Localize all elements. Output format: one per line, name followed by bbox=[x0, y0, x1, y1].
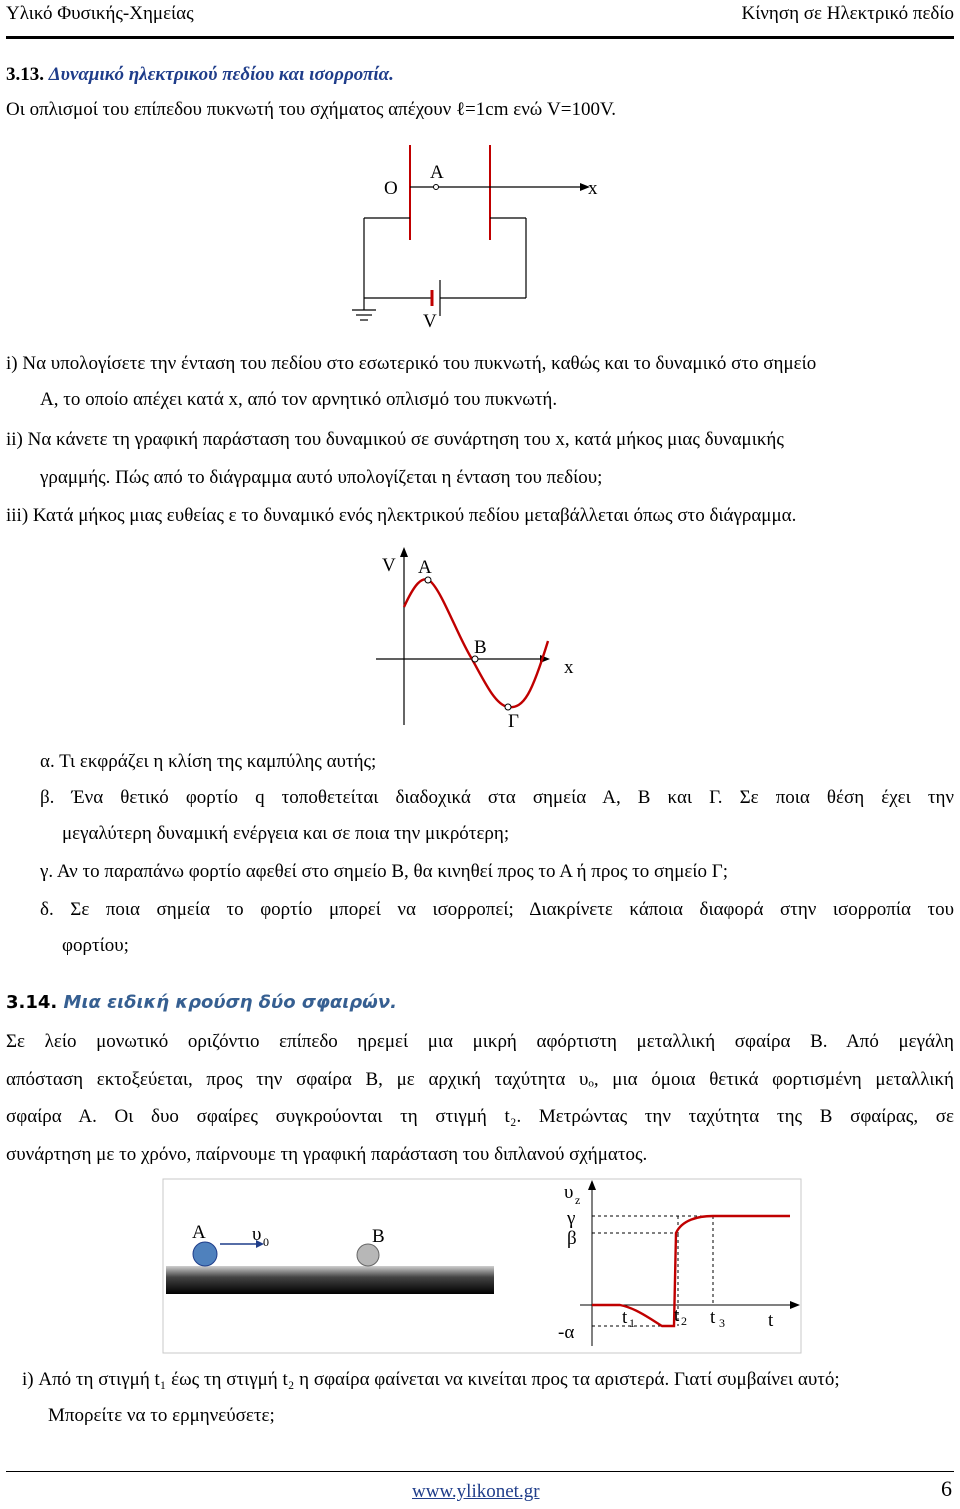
fig3-label-t3-sub: 3 bbox=[719, 1316, 725, 1330]
footer-rule bbox=[6, 1471, 954, 1472]
fig1-label-v: V bbox=[423, 311, 437, 332]
capacitor-circuit-figure bbox=[340, 140, 620, 340]
fig1-label-a: A bbox=[430, 162, 444, 183]
fig3-label-t2-sub: 2 bbox=[681, 1314, 687, 1328]
fig3-label-u: υ bbox=[564, 1182, 574, 1203]
fig2-label-v: V bbox=[382, 555, 396, 576]
q313-b-line1: β. Ένα θετικό φορτίο q τοποθετείται διαδοχικά στα σημεία Α, Β και Γ. Σε ποια θέση έχει την bbox=[40, 787, 954, 808]
problem-314-number: 3.14. bbox=[6, 992, 58, 1013]
footer-link[interactable]: www.ylikonet.gr bbox=[412, 1481, 540, 1502]
problem-313-number: 3.13. bbox=[6, 64, 44, 85]
fig2-label-a: A bbox=[418, 557, 432, 578]
q313-d-line1: δ. Σε ποια σημεία το φορτίο μπορεί να ισορροπεί; Διακρίνετε κάποια διαφορά στην ισορροπία του bbox=[40, 899, 954, 920]
potential-curve-figure bbox=[370, 545, 600, 735]
page-number: 6 bbox=[941, 1476, 952, 1501]
q314-i-line1: i) Από τη στιγμή t₁ έως τη στιγμή t₂ η σφαίρα φαίνεται να κινείται προς τα αριστερά. Γιατί συμβαίνει αυτό; bbox=[22, 1369, 840, 1390]
fig1-label-o: O bbox=[384, 178, 398, 199]
p314-line1: Σε λείο μονωτικό οριζόντιο επίπεδο ηρεμεί μια μικρή αφόρτιστη μεταλλική σφαίρα Β. Από μεγάλη bbox=[6, 1031, 954, 1052]
q313-a: α. Τι εκφράζει η κλίση της καμπύλης αυτής; bbox=[40, 751, 377, 772]
q313-ii-line2: γραμμής. Πώς από το διάγραμμα αυτό υπολογίζεται η ένταση του πεδίου; bbox=[40, 467, 603, 488]
problem-313-heading bbox=[6, 64, 394, 86]
problem-313-intro: Οι οπλισμοί του επίπεδου πυκνωτή του σχήματος απέχουν ℓ=1cm ενώ V=100V. bbox=[6, 99, 617, 120]
header-right: Κίνηση σε Ηλεκτρικό πεδίο bbox=[741, 3, 954, 24]
fig3-label-t1-sub: 1 bbox=[629, 1316, 635, 1330]
fig3-label-t2: t bbox=[674, 1305, 680, 1326]
fig3-label-t3: t bbox=[710, 1307, 716, 1328]
fig2-label-x: x bbox=[564, 657, 574, 678]
fig2-label-gamma: Γ bbox=[508, 711, 519, 732]
q313-i-line2: Α, το οποίο απέχει κατά x, από τον αρνητικό οπλισμό του πυκνωτή. bbox=[40, 389, 558, 410]
q313-iii: iii) Κατά μήκος μιας ευθείας ε το δυναμικό ενός ηλεκτρικού πεδίου μεταβάλλεται όπως στο διάγραμμα. bbox=[6, 505, 797, 526]
fig3-label-neg-alpha: -α bbox=[558, 1322, 575, 1343]
p314-line4: συνάρτηση με το χρόνο, παίρνουμε τη γραφική παράσταση του διπλανού σχήματος. bbox=[6, 1144, 648, 1165]
fig3-label-b: B bbox=[372, 1226, 385, 1247]
fig2-label-b: B bbox=[474, 637, 487, 658]
q313-i-line1: i) Να υπολογίσετε την ένταση του πεδίου στο εσωτερικό του πυκνωτή, καθώς και το δυναμικό στο σημείο bbox=[6, 353, 817, 374]
fig3-label-u-sub: z bbox=[575, 1193, 581, 1207]
fig3-label-t: t bbox=[768, 1310, 774, 1331]
fig3-label-a: A bbox=[192, 1222, 206, 1243]
fig3-label-gamma: γ bbox=[567, 1208, 576, 1229]
problem-314-title: Μια ειδική κρούση δύο σφαιρών. bbox=[63, 992, 397, 1013]
p314-line3: σφαίρα Α. Οι δυο σφαίρες συγκρούονται τη στιγμή t₂. Μετρώντας την ταχύτητα της Β σφαίρας, σε bbox=[6, 1106, 954, 1127]
fig3-label-beta: β bbox=[567, 1228, 577, 1249]
header-left: Υλικό Φυσικής-Χημείας bbox=[6, 3, 194, 24]
fig3-label-t1: t bbox=[622, 1307, 628, 1328]
collision-figure bbox=[162, 1178, 802, 1354]
q314-i-line2: Μπορείτε να το ερμηνεύσετε; bbox=[48, 1405, 275, 1426]
fig3-label-u0: υ bbox=[252, 1224, 262, 1245]
q313-d-line2: φορτίου; bbox=[62, 935, 129, 956]
q313-g: γ. Αν το παραπάνω φορτίο αφεθεί στο σημείο Β, θα κινηθεί προς το Α ή προς το σημείο Γ; bbox=[40, 861, 729, 882]
q313-b-line2: μεγαλύτερη δυναμική ενέργεια και σε ποια την μικρότερη; bbox=[62, 823, 510, 844]
q313-ii-line1: ii) Να κάνετε τη γραφική παράσταση του δυναμικού σε συνάρτηση του x, κατά μήκος μιας δυναμικής bbox=[6, 429, 784, 450]
fig1-label-x: x bbox=[588, 178, 598, 199]
header-rule bbox=[6, 36, 954, 39]
problem-314-heading bbox=[6, 992, 397, 1013]
p314-line2: απόσταση εκτοξεύεται, προς την σφαίρα Β, με αρχική ταχύτητα υₒ, μια όμοια θετικά φορτισμένη μεταλλική bbox=[6, 1069, 954, 1090]
problem-313-title: Δυναμικό ηλεκτρικού πεδίου και ισορροπία. bbox=[48, 64, 394, 85]
fig3-label-u0-sub: 0 bbox=[263, 1235, 269, 1249]
